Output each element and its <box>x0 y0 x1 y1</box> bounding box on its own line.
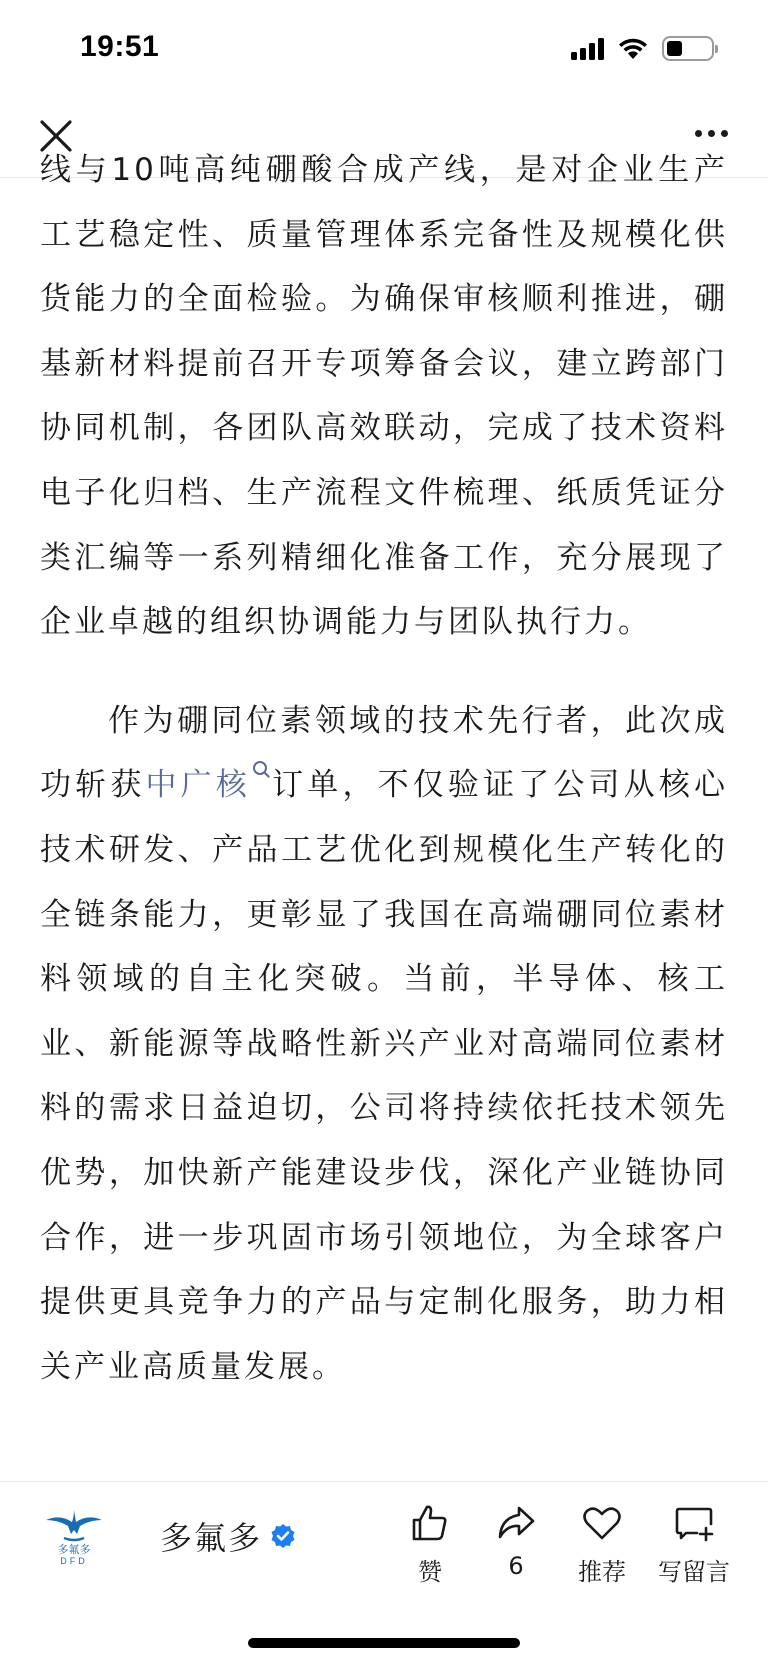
paragraph-1-text: 工艺稳定性、质量管理体系完备性及规模化供货能力的全面检验。为确保审核顺利推进，硼基新材料提前召开专项筹备会议，建立跨部门协同机制，各团队高效联动，完成了技术资料电子化归档、生产流程文件梳理、纸质凭证分类汇编等一系列精细化准备工作，充分展现了企业卓越的组织协调能力与团队执行力。 <box>40 216 728 641</box>
more-icon[interactable] <box>695 130 728 137</box>
comment-icon <box>673 1502 715 1544</box>
search-keyword-link[interactable] <box>145 767 270 803</box>
comment-button[interactable] <box>656 1502 732 1587</box>
paragraph-1-partial-line: 线与10吨高纯硼酸合成产线，是对企业生产 <box>40 152 728 188</box>
like-button[interactable] <box>398 1502 462 1587</box>
bird-logo-icon <box>44 1506 104 1548</box>
article-inner <box>40 138 728 1399</box>
logo-en-text: DFD <box>60 1556 88 1566</box>
article-content <box>0 152 768 1481</box>
share-icon <box>495 1502 537 1544</box>
share-button[interactable] <box>484 1502 548 1587</box>
article-paragraph-2 <box>40 689 728 1400</box>
like-label: 赞 <box>418 1558 442 1586</box>
logo-text <box>44 1544 104 1566</box>
wifi-icon <box>618 38 648 60</box>
battery-level <box>667 41 682 56</box>
logo-cn-text: 多氟多 <box>57 1544 91 1556</box>
share-count: 6 <box>508 1552 524 1580</box>
status-time: 19:51 <box>80 30 160 63</box>
action-bar <box>398 1502 732 1587</box>
paragraph-2-text-after: 订单，不仅验证了公司从核心技术研发、产品工艺优化到规模化生产转化的全链条能力，更彰显了我国在高端硼同位素材料领域的自主化突破。当前，半导体、核工业、新能源等战略性新兴产业对高端同位素材料的需求日益迫切，公司将持续依托技术领先优势，加快新产能建设步伐，深化产业链协同合作，进一步巩固市场引领地位，为全球客户提供更具竞争力的产品与定制化服务，助力相关产业高质量发展。 <box>40 767 729 1385</box>
heart-icon <box>581 1502 623 1544</box>
signal-icon <box>571 38 604 60</box>
search-icon <box>253 761 267 775</box>
status-bar <box>0 0 768 100</box>
article-paragraph-1 <box>40 138 728 655</box>
bottom-bar <box>0 1481 768 1663</box>
paragraph-2-text-before: 作为硼同位素领域的技术先行者，此次成功斩获 <box>40 702 728 804</box>
recommend-label: 推荐 <box>578 1558 626 1586</box>
home-indicator[interactable] <box>248 1638 520 1648</box>
status-icons <box>571 36 714 61</box>
account-logo[interactable] <box>44 1506 104 1566</box>
thumbs-up-icon <box>409 1502 451 1544</box>
recommend-button[interactable] <box>570 1502 634 1587</box>
search-keyword-label: 中广核 <box>145 767 251 804</box>
comment-label: 写留言 <box>658 1558 730 1586</box>
battery-icon <box>662 36 714 61</box>
account-info[interactable] <box>44 1506 296 1566</box>
verified-icon <box>270 1523 296 1549</box>
account-name[interactable]: 多氟多 <box>160 1519 263 1557</box>
